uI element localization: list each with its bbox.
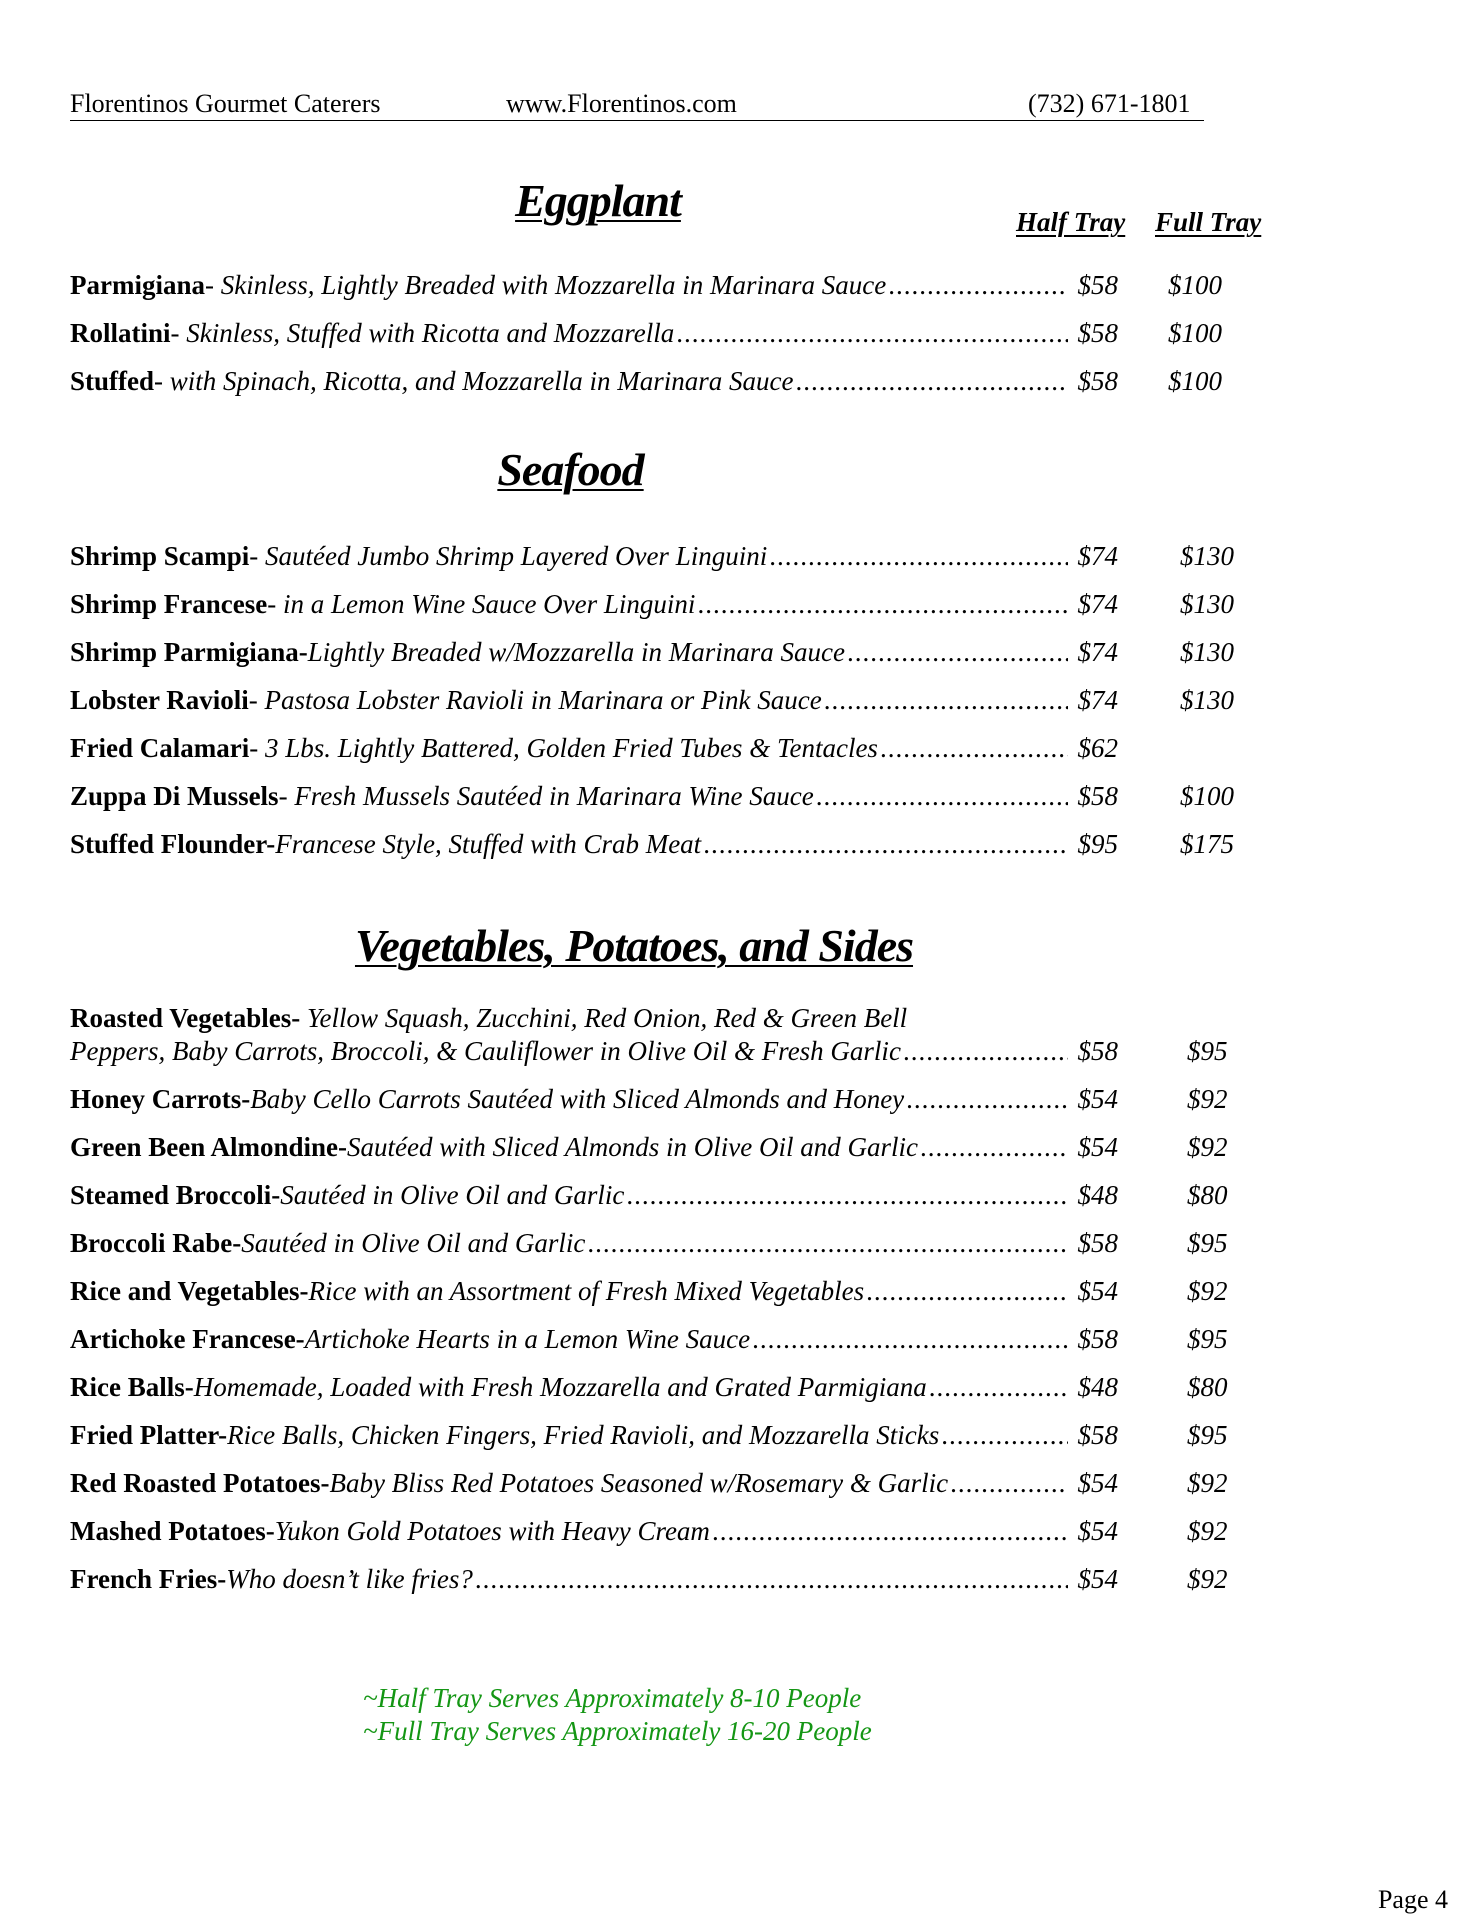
- phone-number: (732) 671-1801: [1028, 89, 1191, 118]
- half-tray-price: $74: [1077, 685, 1118, 715]
- column-header-full-tray: Full Tray: [1155, 207, 1262, 237]
- item-name: Shrimp Parmigiana-: [70, 637, 308, 667]
- menu-item: [70, 539, 1270, 579]
- menu-item: [70, 1226, 1270, 1266]
- full-tray-price: $100: [1180, 781, 1234, 811]
- item-description: Sautéed in Olive Oil and Garlic: [280, 1180, 625, 1210]
- item-name: Steamed Broccoli-: [70, 1180, 281, 1210]
- full-tray-price: $100: [1168, 318, 1222, 348]
- item-name: Mashed Potatoes-: [70, 1516, 275, 1546]
- item-name: Lobster Ravioli: [70, 685, 249, 715]
- menu-item: [70, 779, 1270, 819]
- half-tray-price: $58: [1077, 1036, 1118, 1066]
- full-tray-price: $92: [1187, 1516, 1228, 1546]
- half-tray-price: $74: [1077, 541, 1118, 571]
- item-name: Roasted Vegetables-: [70, 1003, 301, 1033]
- item-description: Lightly Breaded w/Mozzarella in Marinara Sauce: [307, 637, 845, 667]
- leader-dots: [712, 1514, 1068, 1548]
- website: www.Florentinos.com: [506, 89, 737, 118]
- item-description: - in a Lemon Wine Sauce Over Linguini: [267, 589, 696, 619]
- half-tray-note: ~Half Tray Serves Approximately 8-10 People: [363, 1683, 862, 1713]
- item-description: - with Spinach, Ricotta, and Mozzarella in Marinara Sauce: [154, 366, 794, 396]
- item-description: Artichoke Hearts in a Lemon Wine Sauce: [304, 1324, 751, 1354]
- item-name: Honey Carrots-: [70, 1084, 251, 1114]
- half-tray-price: $54: [1077, 1564, 1118, 1594]
- menu-item: [70, 1418, 1270, 1458]
- menu-item: [70, 587, 1270, 627]
- menu-item: [70, 1322, 1270, 1362]
- half-tray-price: $74: [1077, 637, 1118, 667]
- leader-dots: [587, 1226, 1068, 1260]
- half-tray-price: $58: [1077, 1228, 1118, 1258]
- half-tray-price: $54: [1077, 1516, 1118, 1546]
- item-description: Sautéed in Olive Oil and Garlic: [241, 1228, 586, 1258]
- item-name: Broccoli Rabe-: [70, 1228, 242, 1258]
- full-tray-price: $95: [1187, 1324, 1228, 1354]
- item-name: Rice and Vegetables-: [70, 1276, 309, 1306]
- half-tray-price: $62: [1077, 733, 1118, 763]
- item-description: - Fresh Mussels Sautéed in Marinara Wine Sauce: [278, 781, 814, 811]
- full-tray-price: $92: [1187, 1468, 1228, 1498]
- menu-item: [70, 364, 1270, 404]
- item-name: French Fries-: [70, 1564, 227, 1594]
- item-description: Francese Style, Stuffed with Crab Meat: [275, 829, 702, 859]
- business-name: Florentinos Gourmet Caterers: [70, 89, 381, 118]
- full-tray-price: $95: [1187, 1420, 1228, 1450]
- item-name: Stuffed Flounder-: [70, 829, 276, 859]
- menu-item: [70, 731, 1270, 771]
- item-description: Rice with an Assortment of Fresh Mixed Vegetables: [308, 1276, 865, 1306]
- half-tray-price: $58: [1077, 1420, 1118, 1450]
- leader-dots: [880, 731, 1068, 765]
- item-name: Parmigiana: [70, 270, 205, 300]
- leader-dots: [795, 364, 1068, 398]
- leader-dots: [703, 827, 1068, 861]
- menu-item: [70, 316, 1270, 356]
- half-tray-price: $54: [1077, 1132, 1118, 1162]
- half-tray-price: $58: [1077, 781, 1118, 811]
- item-name: Green Been Almondine-: [70, 1132, 348, 1162]
- item-name: Shrimp Francese: [70, 589, 268, 619]
- column-header-half-tray: Half Tray: [1016, 207, 1126, 237]
- leader-dots: [941, 1418, 1068, 1452]
- item-description: Who doesn’t like fries?: [226, 1564, 473, 1594]
- item-name: Zuppa Di Mussels: [70, 781, 279, 811]
- item-description: - Skinless, Stuffed with Ricotta and Mozzarella: [170, 318, 675, 348]
- item-name: Rice Balls-: [70, 1372, 194, 1402]
- page-header: [70, 88, 1204, 121]
- full-tray-price: $130: [1180, 637, 1234, 667]
- leader-dots: [906, 1082, 1068, 1116]
- leader-dots: [769, 539, 1068, 573]
- full-tray-price: $95: [1187, 1228, 1228, 1258]
- section-title-sides: Vegetables, Potatoes, and Sides: [354, 920, 914, 971]
- menu-item: [70, 827, 1270, 867]
- half-tray-price: $48: [1077, 1180, 1118, 1210]
- item-description: Yellow Squash, Zucchini, Red Onion, Red & Green Bell: [300, 1003, 908, 1033]
- full-tray-price: $92: [1187, 1132, 1228, 1162]
- full-tray-price: $130: [1180, 685, 1234, 715]
- half-tray-price: $74: [1077, 589, 1118, 619]
- half-tray-price: $95: [1077, 829, 1118, 859]
- half-tray-price: $58: [1077, 366, 1118, 396]
- page-number: Page 4: [1377, 1885, 1448, 1914]
- menu-item: [70, 1082, 1270, 1122]
- menu-item: [70, 1514, 1270, 1554]
- half-tray-price: $48: [1077, 1372, 1118, 1402]
- item-description: Baby Bliss Red Potatoes Seasoned w/Rosemary & Garlic: [329, 1468, 949, 1498]
- item-description: - 3 Lbs. Lightly Battered, Golden Fried Tubes & Tentacles: [249, 733, 878, 763]
- item-description: - Skinless, Lightly Breaded with Mozzarella in Marinara Sauce: [205, 270, 887, 300]
- full-tray-price: $95: [1187, 1036, 1228, 1066]
- full-tray-note: ~Full Tray Serves Approximately 16-20 People: [363, 1716, 872, 1746]
- item-name: Rollatini: [70, 318, 171, 348]
- item-name: Fried Platter-: [70, 1420, 228, 1450]
- leader-dots: [475, 1562, 1068, 1596]
- item-name: Red Roasted Potatoes-: [70, 1468, 330, 1498]
- item-description: Homemade, Loaded with Fresh Mozzarella and Grated Parmigiana: [193, 1372, 927, 1402]
- item-description: Yukon Gold Potatoes with Heavy Cream: [274, 1516, 710, 1546]
- section-title-seafood: Seafood: [497, 444, 644, 495]
- leader-dots: [752, 1322, 1068, 1356]
- half-tray-price: $58: [1077, 318, 1118, 348]
- full-tray-price: $130: [1180, 589, 1234, 619]
- leader-dots: [903, 1034, 1068, 1068]
- leader-dots: [920, 1130, 1068, 1164]
- item-description: Baby Cello Carrots Sautéed with Sliced Almonds and Honey: [250, 1084, 905, 1114]
- section-title-eggplant: Eggplant: [515, 175, 681, 226]
- item-description: - Pastosa Lobster Ravioli in Marinara or Pink Sauce: [248, 685, 822, 715]
- menu-item: [70, 268, 1270, 308]
- leader-dots: [824, 683, 1068, 717]
- half-tray-price: $58: [1077, 270, 1118, 300]
- leader-dots: [929, 1370, 1068, 1404]
- leader-dots: [950, 1466, 1068, 1500]
- item-name: Fried Calamari: [70, 733, 250, 763]
- full-tray-price: $92: [1187, 1564, 1228, 1594]
- leader-dots: [816, 779, 1068, 813]
- menu-item: [70, 1466, 1270, 1506]
- full-tray-price: $100: [1168, 270, 1222, 300]
- item-description: Rice Balls, Chicken Fingers, Fried Ravioli, and Mozzarella Sticks: [227, 1420, 940, 1450]
- menu-item: [70, 1274, 1270, 1314]
- leader-dots: [697, 587, 1068, 621]
- item-description: Peppers, Baby Carrots, Broccoli, & Cauliflower in Olive Oil & Fresh Garlic: [70, 1036, 901, 1066]
- full-tray-price: $92: [1187, 1276, 1228, 1306]
- item-name: Stuffed: [70, 366, 155, 396]
- menu-item: [70, 635, 1270, 675]
- menu-item: [70, 683, 1270, 723]
- half-tray-price: $54: [1077, 1084, 1118, 1114]
- leader-dots: [626, 1178, 1068, 1212]
- item-name: Artichoke Francese-: [70, 1324, 305, 1354]
- full-tray-price: $80: [1187, 1180, 1228, 1210]
- full-tray-price: $175: [1180, 829, 1234, 859]
- menu-item: [70, 1562, 1270, 1602]
- item-name: Shrimp Scampi: [70, 541, 250, 571]
- full-tray-price: $92: [1187, 1084, 1228, 1114]
- item-description: - Sautéed Jumbo Shrimp Layered Over Linguini: [249, 541, 768, 571]
- leader-dots: [847, 635, 1068, 669]
- full-tray-price: $80: [1187, 1372, 1228, 1402]
- leader-dots: [866, 1274, 1068, 1308]
- menu-item: [70, 1130, 1270, 1170]
- leader-dots: [676, 316, 1068, 350]
- menu-item: [70, 1178, 1270, 1218]
- menu-item: [70, 1370, 1270, 1410]
- half-tray-price: $54: [1077, 1468, 1118, 1498]
- full-tray-price: $130: [1180, 541, 1234, 571]
- leader-dots: [888, 268, 1068, 302]
- half-tray-price: $54: [1077, 1276, 1118, 1306]
- item-description: Sautéed with Sliced Almonds in Olive Oil and Garlic: [347, 1132, 918, 1162]
- menu-item: [70, 1003, 1270, 1074]
- half-tray-price: $58: [1077, 1324, 1118, 1354]
- full-tray-price: $100: [1168, 366, 1222, 396]
